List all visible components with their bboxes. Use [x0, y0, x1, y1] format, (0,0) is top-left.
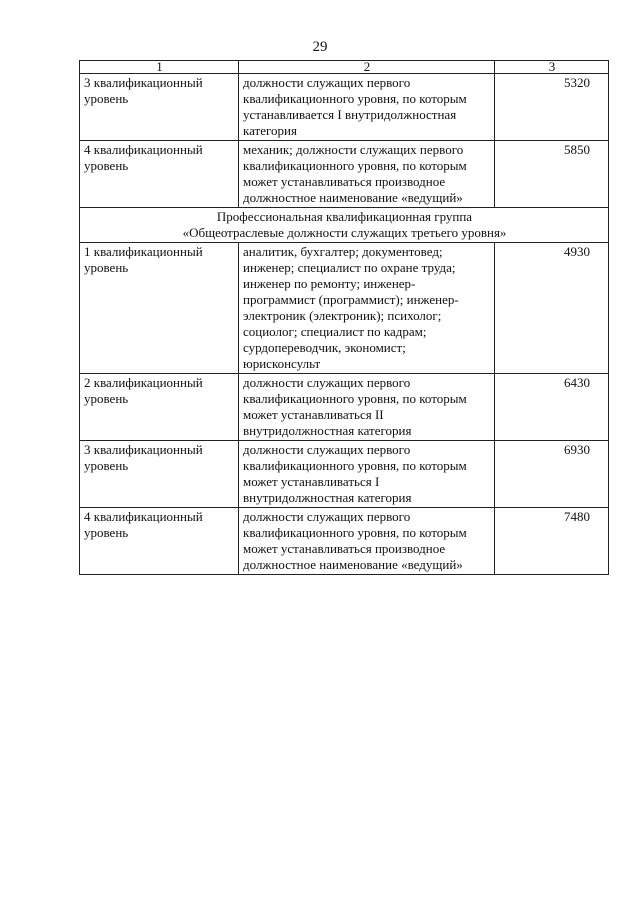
- description-line: квалификационного уровня, по которым: [243, 158, 467, 173]
- description-line: категория: [243, 123, 297, 138]
- group-header-cell: [80, 208, 609, 243]
- description-cell: [239, 508, 495, 575]
- description-line: квалификационного уровня, по которым: [243, 91, 467, 106]
- description-line: должностное наименование «ведущий»: [243, 557, 463, 572]
- description-line: инженер; специалист по охране труда;: [243, 260, 456, 275]
- description-line: должностное наименование «ведущий»: [243, 190, 463, 205]
- description-line: аналитик, бухгалтер; документовед;: [243, 244, 443, 259]
- page-number: 29: [312, 39, 328, 55]
- description-line: может устанавливаться I: [243, 474, 380, 489]
- table-row: [80, 141, 609, 208]
- description-line: внутридолжностная категория: [243, 490, 412, 505]
- description-line: должности служащих первого: [243, 375, 411, 390]
- description-line: механик; должности служащих первого: [243, 142, 464, 157]
- salary-value-cell: 4930: [495, 243, 609, 374]
- salary-value-cell: 5320: [495, 74, 609, 141]
- description-line: устанавливается I внутридолжностная: [243, 107, 457, 122]
- level-cell: 2 квалификационный уровень: [80, 374, 239, 441]
- level-cell: 1 квалификационный уровень: [80, 243, 239, 374]
- description-line: может устанавливаться II: [243, 407, 384, 422]
- description-line: внутридолжностная категория: [243, 423, 412, 438]
- level-cell: 3 квалификационный уровень: [80, 441, 239, 508]
- description-line: квалификационного уровня, по которым: [243, 391, 467, 406]
- column-header-2: 2: [239, 61, 495, 74]
- description-line: должности служащих первого: [243, 442, 411, 457]
- column-header-1: 1: [80, 61, 239, 74]
- group-subtitle: «Общеотраслевые должности служащих третьего уровня»: [182, 225, 507, 240]
- column-header-3: 3: [495, 61, 609, 74]
- level-cell: 4 квалификационный уровень: [80, 508, 239, 575]
- level-cell: 3 квалификационный уровень: [80, 74, 239, 141]
- description-line: юрисконсульт: [243, 356, 321, 371]
- description-line: должности служащих первого: [243, 75, 411, 90]
- table-row: [80, 441, 609, 508]
- description-line: должности служащих первого: [243, 509, 411, 524]
- salary-table: [79, 60, 609, 575]
- salary-value-cell: 6930: [495, 441, 609, 508]
- table-row: [80, 374, 609, 441]
- description-cell: [239, 141, 495, 208]
- description-line: квалификационного уровня, по которым: [243, 458, 467, 473]
- table-row: [80, 508, 609, 575]
- description-line: программист (программист); инженер-: [243, 292, 459, 307]
- description-line: социолог; специалист по кадрам;: [243, 324, 427, 339]
- salary-value-cell: 5850: [495, 141, 609, 208]
- description-line: инженер по ремонту; инженер-: [243, 276, 416, 291]
- description-cell: [239, 243, 495, 374]
- description-cell: [239, 374, 495, 441]
- description-cell: [239, 74, 495, 141]
- group-title: Профессиональная квалификационная группа: [216, 209, 473, 224]
- table-row: [80, 243, 609, 374]
- table-row: [80, 74, 609, 141]
- salary-value-cell: 6430: [495, 374, 609, 441]
- description-line: сурдопереводчик, экономист;: [243, 340, 406, 355]
- description-line: может устанавливаться производное: [243, 174, 446, 189]
- description-line: может устанавливаться производное: [243, 541, 446, 556]
- description-line: квалификационного уровня, по которым: [243, 525, 467, 540]
- salary-value-cell: 7480: [495, 508, 609, 575]
- description-line: электроник (электроник); психолог;: [243, 308, 442, 323]
- group-header-row: [80, 208, 609, 243]
- description-cell: [239, 441, 495, 508]
- level-cell: 4 квалификационный уровень: [80, 141, 239, 208]
- column-header-row: [80, 61, 609, 74]
